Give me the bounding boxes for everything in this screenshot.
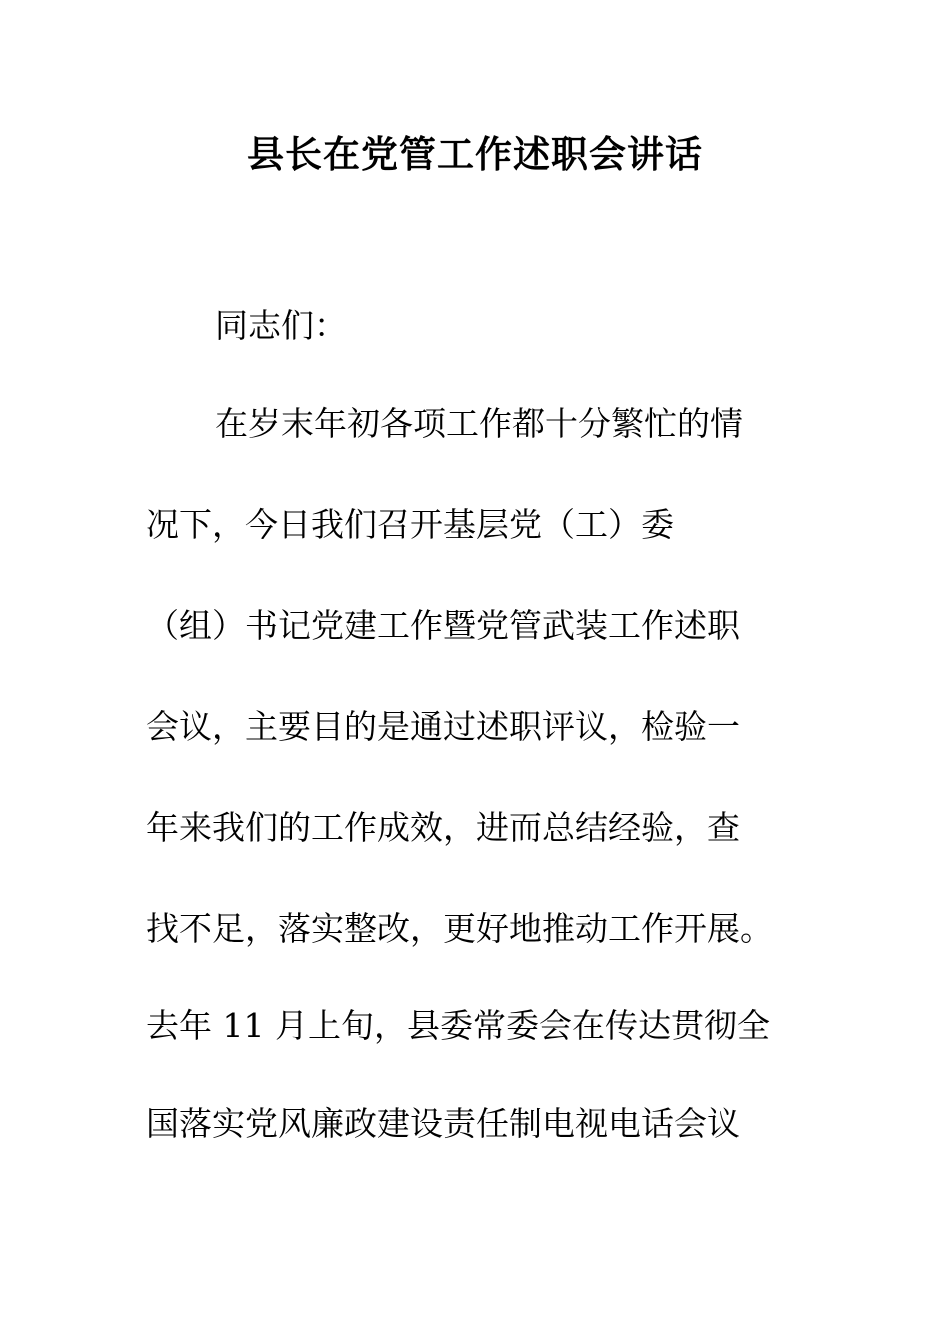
- body-line-1: 在岁末年初各项工作都十分繁忙的情: [215, 404, 743, 443]
- body-line-4: 会议，主要目的是通过述职评议，检验一: [146, 707, 740, 746]
- body-line-2: 况下，今日我们召开基层党（工）委: [146, 505, 674, 544]
- body-line-6: 找不足，落实整改，更好地推动工作开展。: [146, 909, 773, 948]
- body-line-7: 去年 11 月上旬，县委常委会在传达贯彻全: [146, 1006, 770, 1045]
- body-line-8: 国落实党风廉政建设责任制电视电话会议: [146, 1104, 740, 1143]
- body-line-3: （组）书记党建工作暨党管武装工作述职: [146, 606, 740, 645]
- document-title: 县长在党管工作述职会讲话: [247, 132, 703, 176]
- body-line-5: 年来我们的工作成效，进而总结经验，查: [146, 808, 740, 847]
- salutation: 同志们：: [215, 306, 347, 345]
